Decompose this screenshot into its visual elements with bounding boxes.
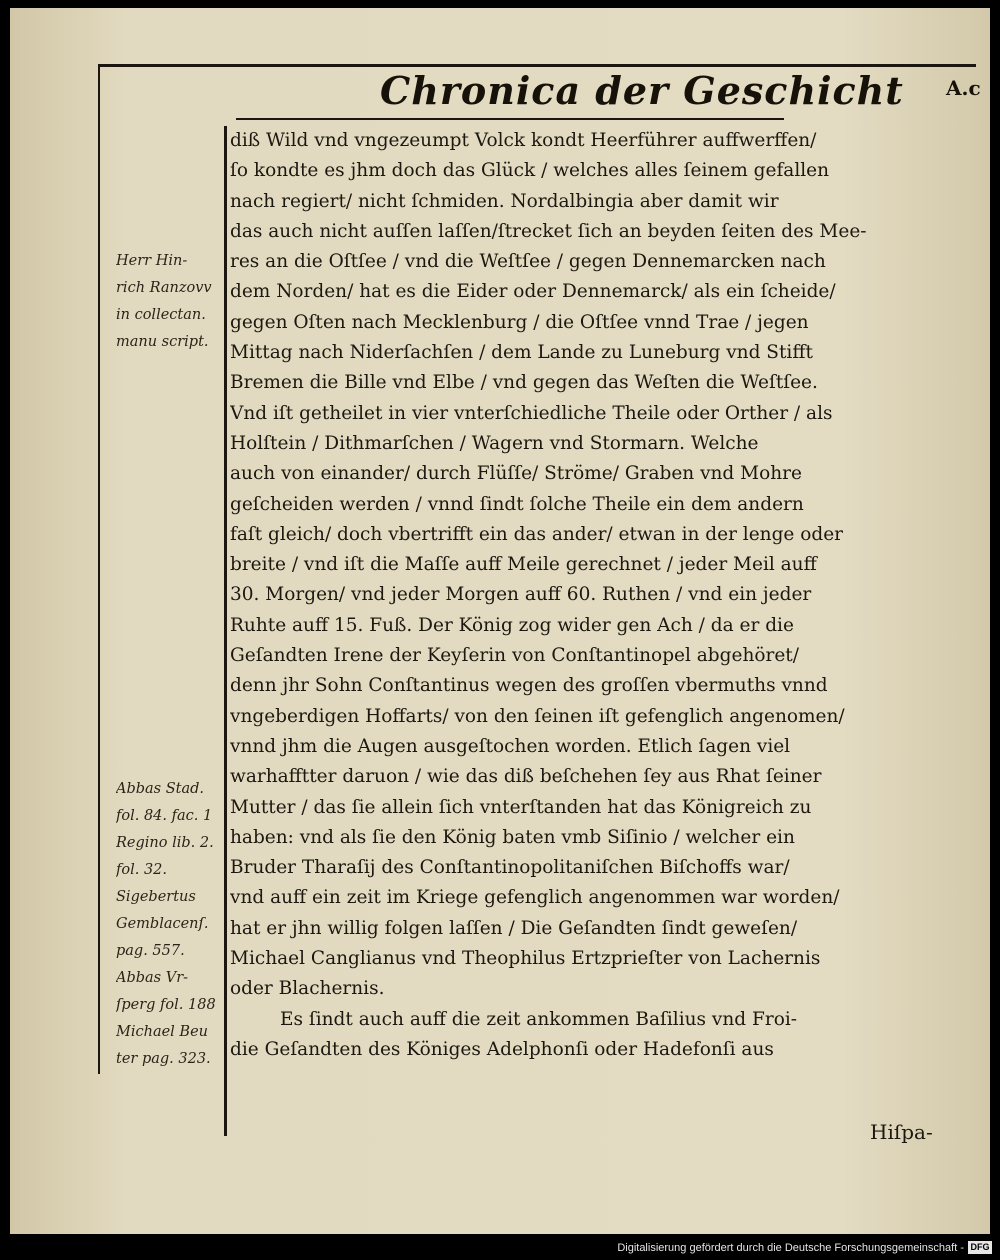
marginal-line: manu script. [116,334,209,350]
text-line: res an die Oſtſee / vnd die Weſtſee / gegen Dennemarcken nach [230,251,826,273]
margin-separator-rule [224,126,227,1136]
text-line: Michael Canglianus vnd Theophilus Ertzprieſter von Lachernis [230,948,821,970]
text-line: warhafftter daruon / wie das diß beſchehen ſey aus Rhat ſeiner [230,766,822,788]
text-line: Vnd iſt getheilet in vier vnterſchiedliche Theile oder Orther / als [230,402,833,424]
text-line: dem Norden/ hat es die Eider oder Dennemarck/ als ein ſcheide/ [230,281,836,303]
text-line: Holſtein / Dithmarſchen / Wagern vnd Stormarn. Welche [230,432,759,454]
text-line: haben: vnd als ſie den König baten vmb Siſinio / welcher ein [230,826,795,848]
marginal-line: in collectan. [116,307,206,323]
text-line: denn jhr Sohn Conſtantinus wegen des groſſen vbermuths vnnd [230,675,828,697]
text-line: Mutter / das ſie allein ſich vnterſtanden hat das Königreich zu [230,796,812,818]
digitization-credit: Digitalisierung gefördert durch die Deutsche Forschungsgemeinschaft - [617,1242,964,1254]
text-line: das auch nicht auſſen laſſen/ſtrecket ſich an beyden ſeiten des Mee- [230,220,867,242]
marginal-line: ſperg fol. 188 [116,997,216,1013]
text-line: Ruhte auff 15. Fuß. Der König zog wider gen Ach / da er die [230,614,794,636]
text-line: 30. Morgen/ vnd jeder Morgen auff 60. Ruthen / vnd ein jeder [230,584,812,606]
marginal-line: Regino lib. 2. [116,835,214,851]
top-rule [98,64,976,67]
text-line: Mittag nach Niderſachſen / dem Lande zu Luneburg vnd Stifft [230,342,813,364]
marginal-line: Abbas Vr- [116,970,189,986]
text-line: die Geſandten des Königes Adelphonſi oder Hadefonſi aus [230,1038,774,1060]
page-signature: A.c [946,76,981,100]
marginal-line: Sigebertus [116,889,196,905]
text-line: ſo kondte es jhm doch das Glück / welches alles ſeinem gefallen [230,160,830,182]
text-line: vnd auff ein zeit im Kriege gefenglich angenommen war worden/ [230,887,840,909]
text-line: oder Blachernis. [230,978,385,1000]
marginal-line: fol. 32. [116,862,168,878]
text-line: geſcheiden werden / vnnd ſindt ſolche Theile ein dem andern [230,493,804,515]
text-line: nach regiert/ nicht ſchmiden. Nordalbingia aber damit wir [230,190,779,212]
dfg-logo: DFG [968,1241,992,1254]
marginal-line: rich Ranzovv [116,280,212,296]
text-line: breite / vnd iſt die Maſſe auff Meile gerechnet / jeder Meil auff [230,554,817,576]
marginal-line: ter pag. 323. [116,1051,211,1067]
text-line: Es ſindt auch auff die zeit ankommen Baſilius vnd Froi- [280,1008,798,1030]
marginal-line: fol. 84. fac. 1 [116,808,213,824]
body-text [230,126,945,1065]
text-line: diß Wild vnd vngezeumpt Volck kondt Heerführer auffwerffen/ [230,130,817,151]
book-page [10,8,990,1234]
text-line: Geſandten Irene der Keyſerin von Conſtantinopel abgehöret/ [230,645,799,667]
text-line: auch von einander/ durch Flüſſe/ Ströme/ Graben vnd Mohre [230,463,802,485]
text-line: faſt gleich/ doch vbertrifft ein das ander/ etwan in der lenge oder [230,523,844,545]
text-line: Bremen die Bille vnd Elbe / vnd gegen das Weſten die Weſtſee. [230,372,818,394]
text-line: hat er jhn willig folgen laſſen / Die Geſandten ſindt geweſen/ [230,917,798,939]
marginal-line: Michael Beu [116,1024,208,1040]
marginal-note-ranzovv [116,248,224,356]
marginal-line: Abbas Stad. [116,781,205,797]
page-title: Chronica der Geschicht [380,68,904,113]
marginal-line: pag. 557. [116,943,185,959]
text-line: gegen Oſten nach Mecklenburg / die Oſtſee vnnd Trae / jegen [230,311,809,333]
text-line: vnnd jhm die Augen ausgeſtochen worden. Etlich ſagen viel [230,735,791,757]
marginal-line: Herr Hin- [116,253,188,269]
title-underline [236,118,784,120]
marginal-line: Gemblacenſ. [116,916,209,932]
left-rule [98,64,100,1074]
text-line: Bruder Tharaſij des Conſtantinopolitaniſchen Biſchoffs war/ [230,857,790,879]
catchword: Hiſpa- [870,1120,933,1144]
marginal-note-sources [116,776,224,1073]
text-line: vngeberdigen Hoffarts/ von den ſeinen iſt gefenglich angenomen/ [230,705,845,727]
